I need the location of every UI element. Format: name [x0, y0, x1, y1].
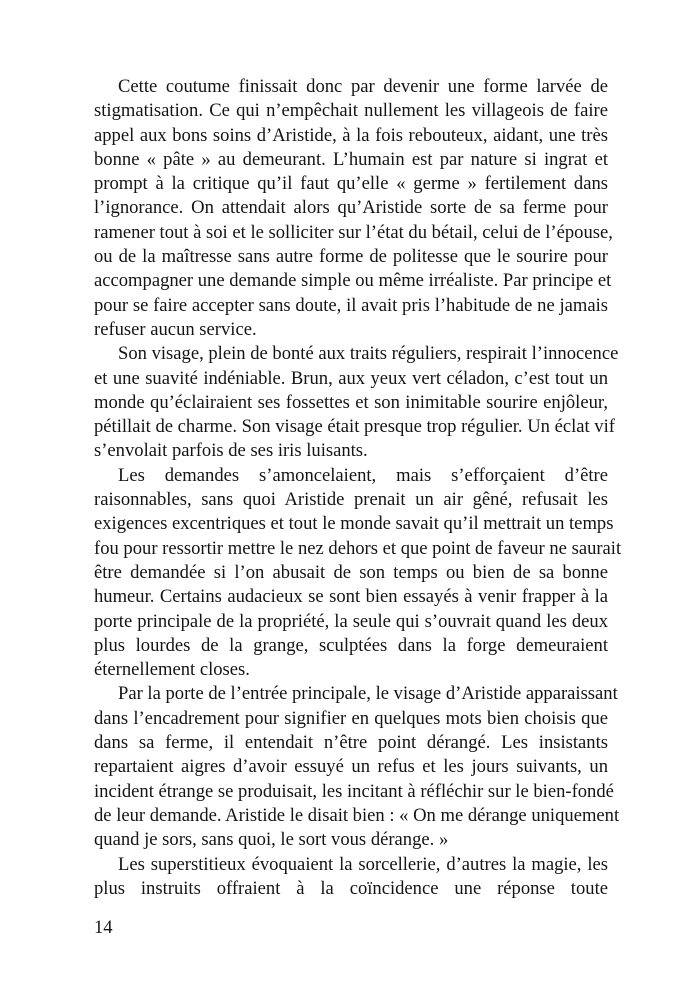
text-line: incident étrange se produisait, les incitant à réfléchir sur le bien-fondé	[94, 780, 614, 802]
text-line: Son visage, plein de bonté aux traits réguliers, respirait l’innocence	[118, 343, 619, 365]
text-line: humeur. Certains audacieux se sont bien essayés à venir frapper à la	[94, 586, 608, 608]
paragraph	[94, 464, 622, 683]
text-line: pour se faire accepter sans doute, il avait pris l’habitude de ne jamais	[94, 294, 608, 316]
text-line: fou pour ressortir mettre le nez dehors et que point de faveur ne saurait	[94, 537, 622, 559]
text-line: l’ignorance. On attendait alors qu’Aristide sorte de sa ferme pour	[94, 197, 608, 219]
text-line: quand je sors, sans quoi, le sort vous dérange. »	[94, 829, 449, 851]
text-line: ramener tout à soi et le solliciter sur l’état du bétail, celui de l’épouse,	[94, 221, 613, 243]
text-line: bonne « pâte » au demeurant. L’humain est par nature si ingrat et	[94, 148, 608, 170]
text-line: Par la porte de l’entrée principale, le visage d’Aristide apparaissant	[118, 683, 618, 705]
text-line: exigences excentriques et tout le monde savait qu’il mettrait un temps	[94, 513, 614, 535]
text-line: Les superstitieux évoquaient la sorcellerie, d’autres la magie, les	[118, 853, 608, 875]
paragraph	[94, 342, 619, 463]
text-line: de leur demande. Aristide le disait bien : « On me dérange uniquement	[94, 804, 620, 826]
text-line: repartaient aigres d’avoir essuyé un refus et les jours suivants, un	[94, 756, 608, 778]
text-line: dans l’encadrement pour signifier en quelques mots bien choisis que	[94, 707, 608, 729]
text-line: dans sa ferme, il entendait n’être point dérangé. Les insistants	[94, 732, 608, 754]
paragraph	[94, 75, 613, 342]
text-line: monde qu’éclairaient ses fossettes et son inimitable sourire enjôleur,	[94, 391, 608, 413]
text-line: être demandée si l’on abusait de son temps ou bien de sa bonne	[94, 561, 608, 583]
paragraph	[94, 853, 608, 902]
text-line: Cette coutume finissait donc par devenir une forme larvée de	[118, 76, 608, 97]
text-line: ou de la maîtresse sans autre forme de politesse que le sourire pour	[94, 246, 608, 268]
text-line: refuser aucun service.	[94, 318, 257, 340]
paragraph	[94, 682, 620, 852]
text-line: pétillait de charme. Son visage était presque trop régulier. Un éclat vif	[94, 416, 615, 438]
text-line: stigmatisation. Ce qui n’empêchait nullement les villageois de faire	[94, 100, 608, 122]
body-text	[94, 75, 622, 901]
text-line: Les demandes s’amoncelaient, mais s’efforçaient d’être	[118, 464, 608, 486]
text-line: appel aux bons soins d’Aristide, à la fois rebouteux, aidant, une très	[94, 124, 608, 146]
text-line: prompt à la critique qu’il faut qu’elle « germe » fertilement dans	[94, 173, 608, 195]
text-line: accompagner une demande simple ou même irréaliste. Par principe et	[94, 270, 612, 292]
text-line: raisonnables, sans quoi Aristide prenait un air gêné, refusait les	[94, 489, 608, 511]
text-line: plus lourdes de la grange, sculptées dans la forge demeuraient	[94, 634, 608, 656]
text-line: éternellement closes.	[94, 659, 250, 681]
text-line: plus instruits offraient à la coïncidence une réponse toute	[94, 877, 608, 899]
page-number: 14	[94, 917, 113, 938]
text-line: porte principale de la propriété, la seule qui s’ouvrait quand les deux	[94, 610, 608, 632]
text-line: et une suavité indéniable. Brun, aux yeux vert céladon, c’est tout un	[94, 367, 608, 389]
text-line: s’envolait parfois de ses iris luisants.	[94, 440, 368, 462]
